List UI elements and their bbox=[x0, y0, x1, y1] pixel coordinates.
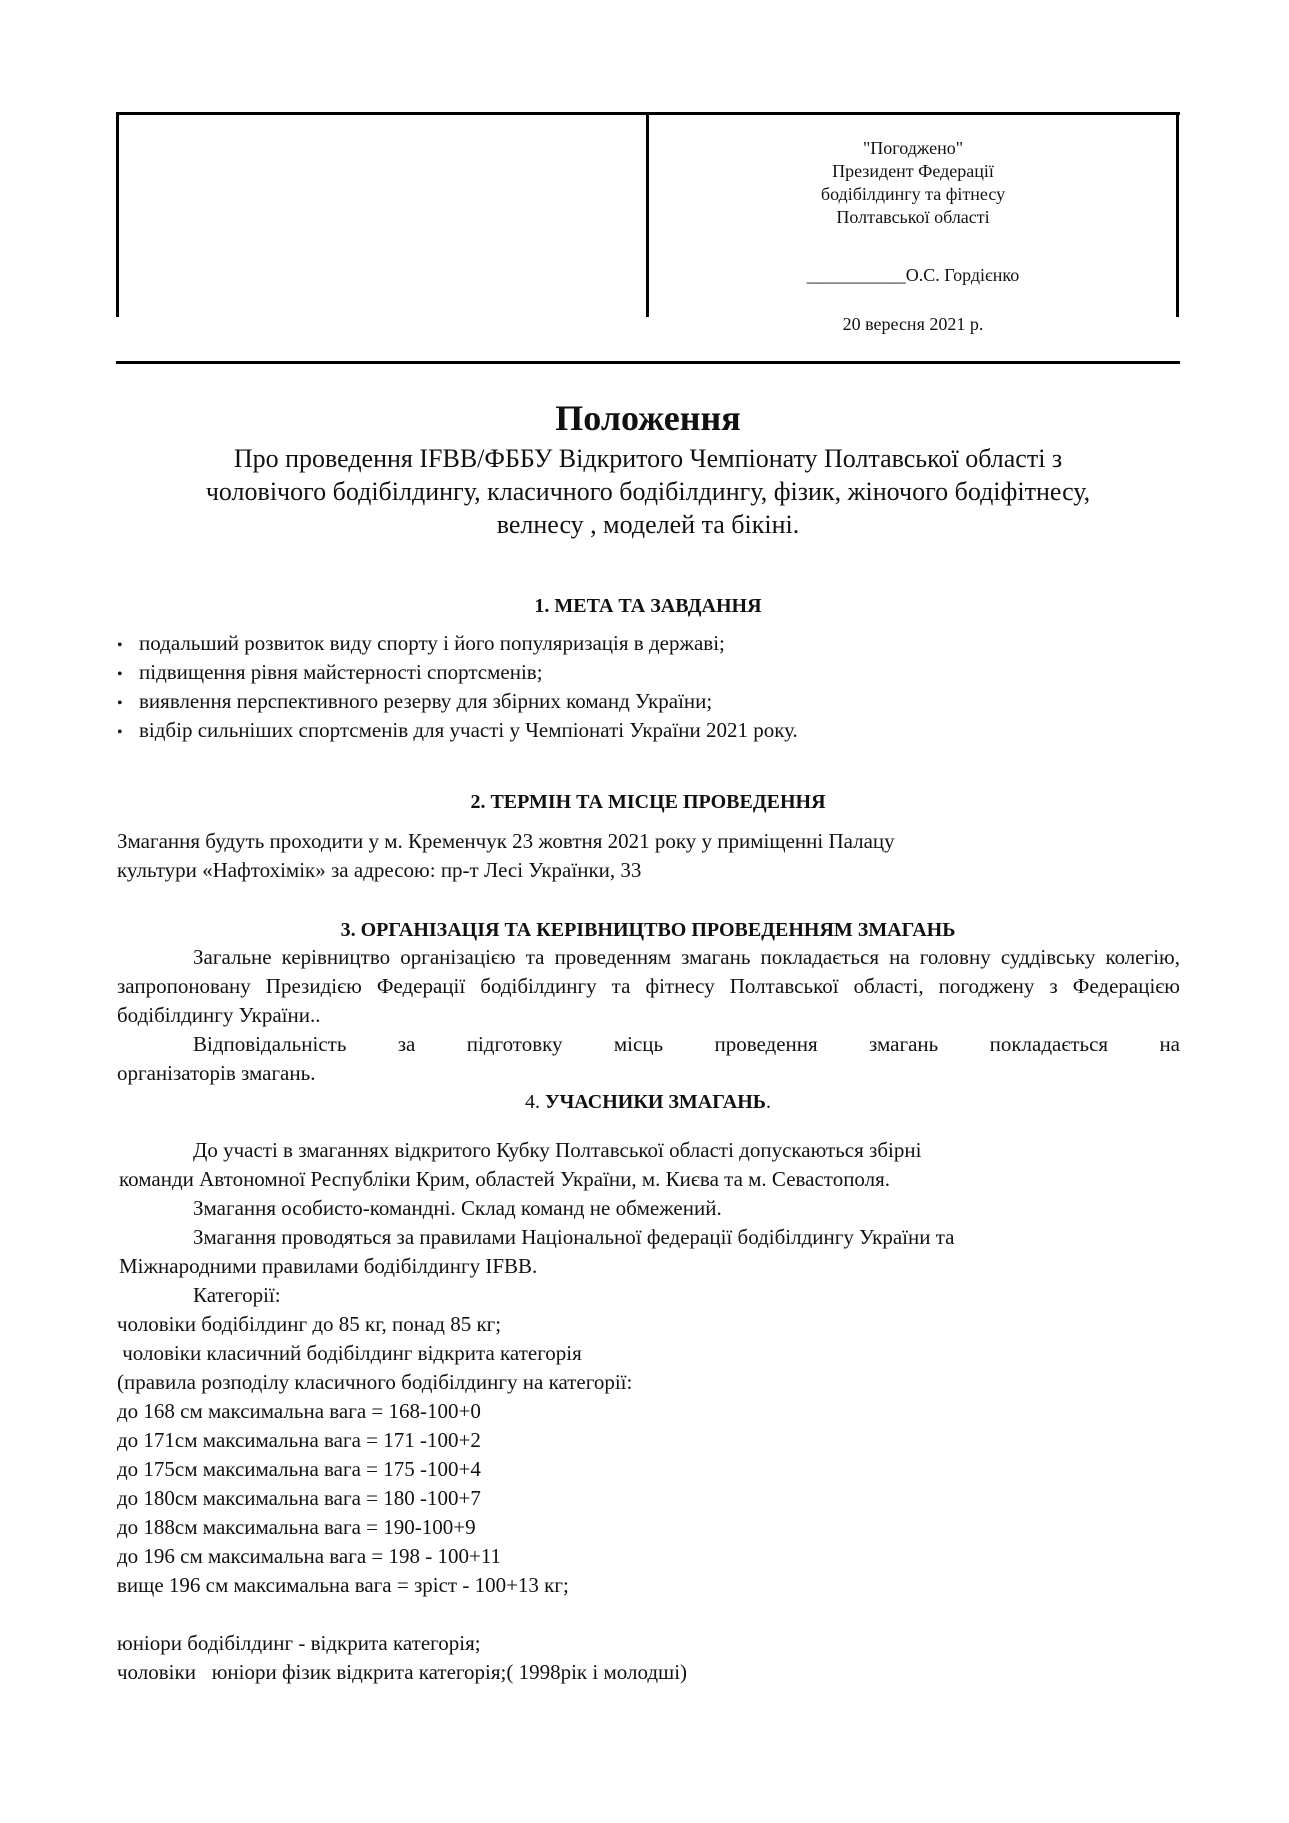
subtitle-line: чоловічого бодібілдингу, класичного бодібілдингу, фізик, жіночого бодіфітнесу, bbox=[205, 477, 1091, 506]
section4-title: УЧАСНИКИ ЗМАГАНЬ bbox=[544, 1091, 767, 1113]
section4-suffix: . bbox=[766, 1091, 772, 1113]
category-item: до 171см максимальна вага = 171 -100+2 bbox=[117, 1428, 481, 1452]
list-item-text: подальший розвиток виду спорту і його популяризація в державі; bbox=[139, 631, 725, 655]
approval-position: Президент Федерації bbox=[832, 161, 994, 181]
categories-label: Категорії: bbox=[193, 1283, 281, 1307]
section4-number: 4. bbox=[524, 1091, 545, 1113]
section1-heading: 1. МЕТА ТА ЗАВДАННЯ bbox=[534, 595, 762, 617]
list-item bbox=[117, 629, 725, 660]
list-item bbox=[117, 687, 712, 718]
category-item: до 196 см максимальна вага = 198 - 100+11 bbox=[117, 1544, 502, 1568]
approval-label: "Погоджено" bbox=[862, 138, 964, 158]
document-subtitle bbox=[116, 442, 1180, 541]
subtitle-line: Про проведення IFBB/ФББУ Відкритого Чемпіонату Полтавської області з bbox=[233, 444, 1063, 473]
bullet-icon: • bbox=[117, 637, 123, 654]
section4-text: До участі в змаганнях відкритого Кубку Полтавської області допускаються збірні bbox=[193, 1138, 922, 1162]
header-divider bbox=[116, 361, 1180, 364]
document-title: Положення bbox=[555, 398, 741, 438]
category-item: до 188см максимальна вага = 190-100+9 bbox=[117, 1515, 476, 1539]
category-item: вище 196 см максимальна вага = зріст - 100+13 кг; bbox=[117, 1573, 569, 1597]
approval-federation: бодібілдингу та фітнесу bbox=[820, 184, 1006, 204]
section2-heading: 2. ТЕРМІН ТА МІСЦЕ ПРОВЕДЕННЯ bbox=[470, 791, 826, 813]
category-item: чоловіки бодібілдинг до 85 кг, понад 85 кг; bbox=[117, 1312, 502, 1336]
section3-heading: 3. ОРГАНІЗАЦІЯ ТА КЕРІВНИЦТВО ПРОВЕДЕННЯМ ЗМАГАНЬ bbox=[340, 919, 956, 941]
category-item: до 168 см максимальна вага = 168-100+0 bbox=[117, 1399, 481, 1423]
category-item: до 180см максимальна вага = 180 -100+7 bbox=[117, 1486, 481, 1510]
table-left-border bbox=[116, 112, 119, 317]
bullet-icon: • bbox=[117, 724, 123, 741]
junior-category: юніори бодібілдинг - відкрита категорія; bbox=[117, 1631, 481, 1655]
bullet-icon: • bbox=[117, 695, 123, 712]
signatory-name: О.С. Гордієнко bbox=[905, 265, 1020, 285]
subtitle-line: велнесу , моделей та бікіні. bbox=[496, 510, 800, 539]
approval-signature bbox=[648, 264, 1178, 287]
junior-category: чоловіки юніори фізик відкрита категорія;( 1998рік і молодші) bbox=[117, 1660, 688, 1684]
bullet-icon: • bbox=[117, 666, 123, 683]
section4-text: Міжнародними правилами бодібілдингу IFBB. bbox=[119, 1254, 538, 1278]
signature-line: ___________ bbox=[806, 265, 906, 285]
category-item: (правила розподілу класичного бодібілдингу на категорії: bbox=[117, 1370, 633, 1394]
section3-paragraph: Загальне керівництво організацією та проведенням змагань покладається на головну суддівську колегію, запропоновану Президією Федерації бодібілдингу та фітнесу Полтавської області, погоджену з Федерацією бодібілдингу України.. bbox=[117, 945, 1180, 1027]
list-item bbox=[117, 658, 543, 689]
section3-paragraph-2: Відповідальність за підготовку місць проведення змагань покладається на bbox=[193, 1032, 1180, 1056]
category-item: чоловіки класичний бодібілдинг відкрита категорія bbox=[117, 1341, 582, 1365]
section2-text: культури «Нафтохімік» за адресою: пр-т Лесі Українки, 33 bbox=[117, 858, 642, 882]
section4-text: команди Автономної Республіки Крим, областей України, м. Києва та м. Севастополя. bbox=[119, 1167, 891, 1191]
section3-paragraph-2-end: організаторів змагань. bbox=[117, 1061, 316, 1085]
section4-text: Змагання особисто-командні. Склад команд не обмежений. bbox=[193, 1196, 722, 1220]
approval-block bbox=[648, 137, 1178, 229]
list-item-text: виявлення перспективного резерву для збірних команд України; bbox=[139, 689, 713, 713]
section4-text: Змагання проводяться за правилами Національної федерації бодібілдингу України та bbox=[193, 1225, 955, 1249]
list-item-text: відбір сильніших спортсменів для участі у Чемпіонаті України 2021 року. bbox=[139, 718, 798, 742]
section4-heading bbox=[116, 1089, 1180, 1115]
approval-date: 20 вересня 2021 р. bbox=[842, 314, 984, 334]
category-item: до 175см максимальна вага = 175 -100+4 bbox=[117, 1457, 481, 1481]
list-item bbox=[117, 716, 798, 747]
approval-region: Полтавської області bbox=[836, 207, 990, 227]
section2-text: Змагання будуть проходити у м. Кременчук 23 жовтня 2021 року у приміщенні Палацу bbox=[117, 829, 895, 853]
list-item-text: підвищення рівня майстерності спортсменів; bbox=[139, 660, 543, 684]
